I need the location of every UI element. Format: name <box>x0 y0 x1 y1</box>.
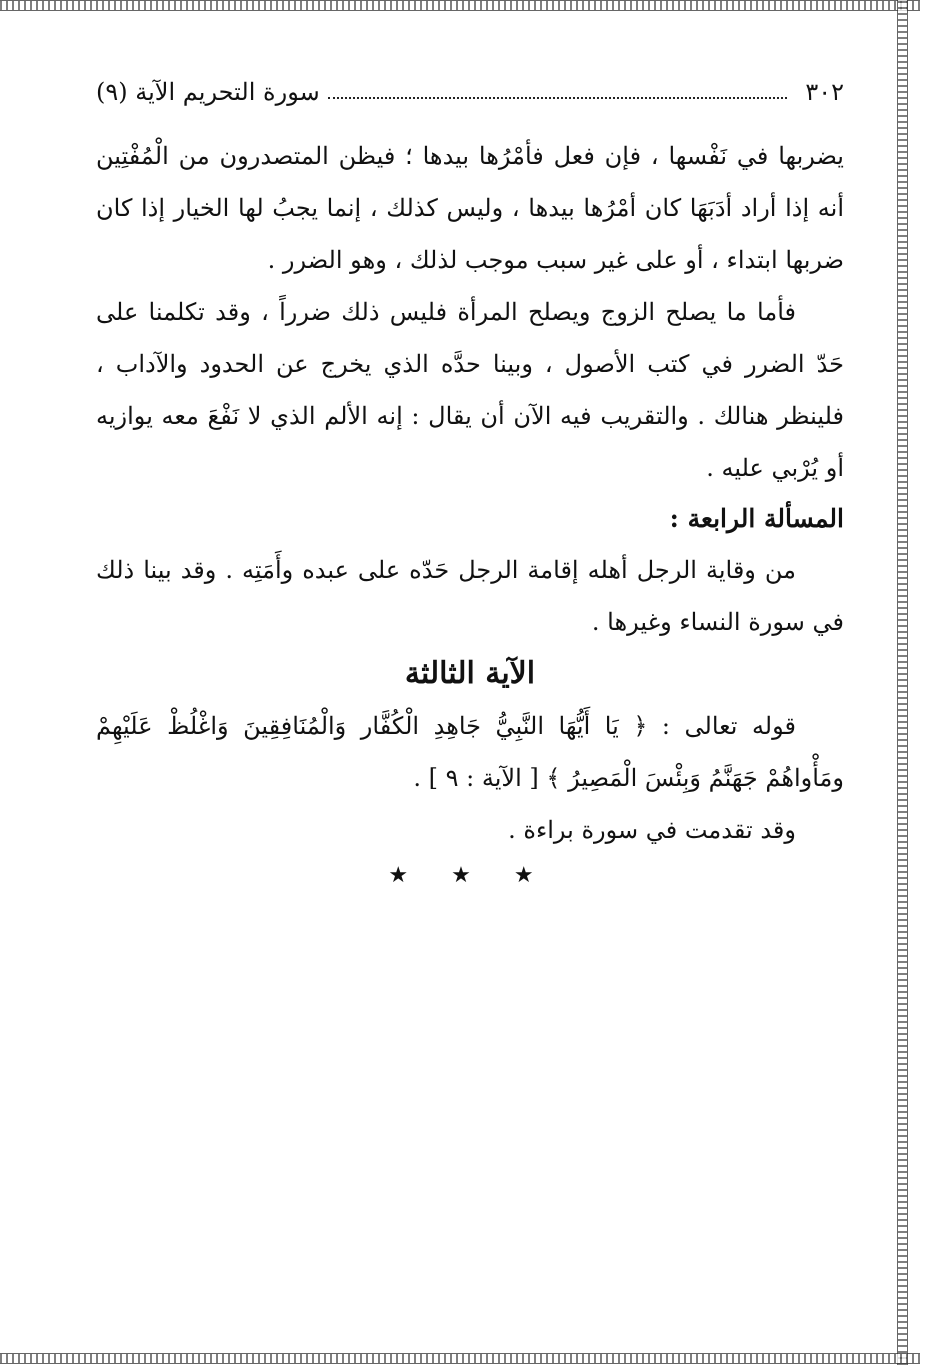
section-end-stars: ★ ★ ★ <box>388 863 552 888</box>
running-title: سورة التحريم الآية (٩) <box>96 78 320 106</box>
page-header <box>96 72 844 112</box>
paragraph-4-verse: قوله تعالى : ﴿ يَا أَيُّهَا النَّبِيُّ جَاهِدِ الْكُفَّار وَالْمُنَافِقِينَ وَاغْلُظْ عَلَيْهِمْ ومَأْواهُمْ جَهَنَّمُ وَبِئْسَ الْمَصِيرُ ﴾ [ الآية : ٩ ] . <box>96 712 844 792</box>
page-number: ٣٠٢ <box>805 78 844 106</box>
paragraph-5: وقد تقدمت في سورة براءة . <box>508 816 796 844</box>
paragraph-1: يضربها في نَفْسها ، فإن فعل فأمْرُها بيدها ؛ فيظن المتصدرون من الْمُفْتِين أنه إذا أراد أدَبَهَا كان أمْرُها بيدها ، وليس كذلك ، إنما يجبُ لها الخيار إذا كان ضربها ابتداء ، أو على غير سبب موجب لذلك ، وهو الضرر . <box>96 142 844 274</box>
page-body <box>96 130 844 896</box>
section-heading-fourth-issue: المسألة الرابعة : <box>669 504 844 533</box>
verse-heading: الآية الثالثة <box>404 656 536 691</box>
paragraph-3: من وقاية الرجل أهله إقامة الرجل حَدّه على عبده وأَمَتِه . وقد بينا ذلك في سورة النساء وغيرها . <box>96 556 844 636</box>
dot-leader <box>328 97 788 99</box>
paragraph-2: فأما ما يصلح الزوج ويصلح المرأة فليس ذلك ضرراً ، وقد تكلمنا على حَدّ الضرر في كتب الأصول ، وبينا حدَّه الذي يخرج عن الحدود والآداب ، فلينظر هنالك . والتقريب فيه الآن أن يقال : إنه الألم الذي لا نَفْعَ معه يوازيه أو يُرْبي عليه . <box>96 298 844 482</box>
